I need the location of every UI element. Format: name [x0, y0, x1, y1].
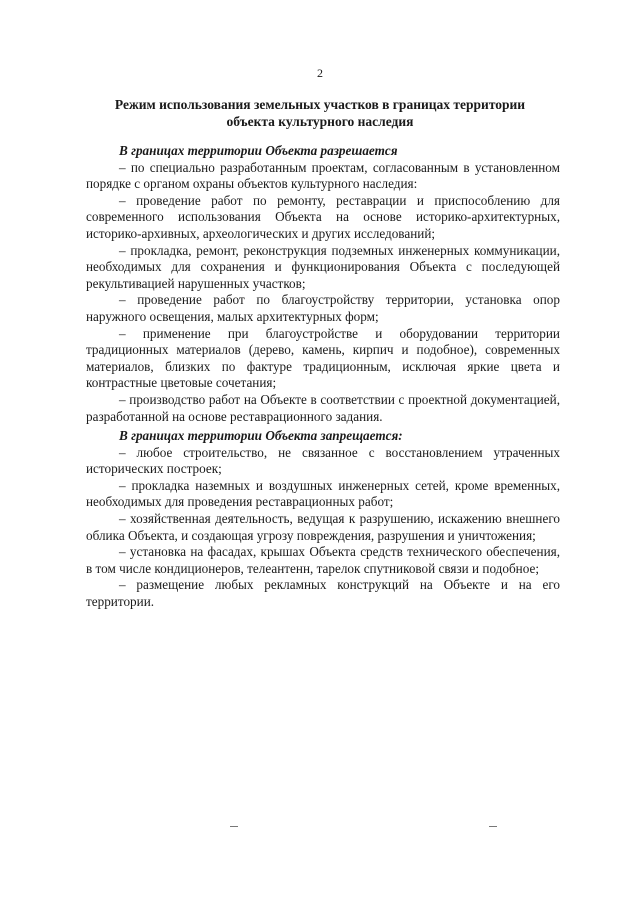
prohibited-item: – хозяйственная деятельность, ведущая к разрушению, искажению внешнего облика Объекта, и создающая угрозу повреждения, разрушения и уничтожения;: [86, 510, 560, 543]
permitted-heading: В границах территории Объекта разрешается: [119, 143, 398, 158]
permitted-item: – проведение работ по ремонту, реставрации и приспособлению для современного использования Объекта на основе историко-архитектурных, историко-архивных, археологических и других исследований;: [86, 192, 560, 241]
prohibited-item: – любое строительство, не связанное с восстановлением утраченных исторических построек;: [86, 444, 560, 477]
prohibited-item: – прокладка наземных и воздушных инженерных сетей, кроме временных, необходимых для проведения реставрационных работ;: [86, 477, 560, 510]
permitted-item: – производство работ на Объекте в соответствии с проектной документацией, разработанной на основе реставрационного задания.: [86, 391, 560, 424]
permitted-item: – применение при благоустройстве и оборудовании территории традиционных материалов (дерево, камень, кирпич и подобное), современных материалов, близких по фактуре традиционным, исключая яркие цвета и контрастные цветовые сочетания;: [86, 325, 560, 391]
title-line-2: объекта культурного наследия: [226, 114, 414, 129]
scan-mark-left: [230, 826, 238, 827]
scan-mark-right: [489, 826, 497, 827]
permitted-item: – прокладка, ремонт, реконструкция подземных инженерных коммуникации, необходимых для сохранения и функционирования Объекта с последующей рекультивацией нарушенных участков;: [86, 242, 560, 291]
permitted-item: – проведение работ по благоустройству территории, установка опор наружного освещения, малых архитектурных форм;: [86, 292, 560, 324]
prohibited-item: – размещение любых рекламных конструкций на Объекте и на его территории.: [86, 577, 560, 609]
permitted-item: – по специально разработанным проектам, согласованным в установленном порядке с органом охраны объектов культурного наследия:: [86, 159, 560, 192]
prohibited-section: [86, 428, 560, 611]
prohibited-item: – установка на фасадах, крышах Объекта средств технического обеспечения, в том числе кондиционеров, телеантенн, тарелок спутниковой связи и подобное;: [86, 544, 560, 576]
permitted-section: [86, 143, 560, 425]
title-line-1: Режим использования земельных участков в границах территории: [114, 97, 526, 112]
prohibited-heading: В границах территории Объекта запрещается:: [119, 428, 403, 443]
page-number: 2: [317, 66, 323, 80]
document-title: [80, 96, 560, 130]
